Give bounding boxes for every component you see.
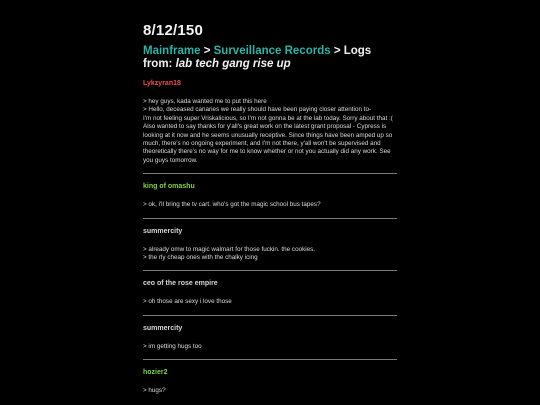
entry-author: Lykzyran18 (143, 80, 181, 87)
breadcrumb-surveillance-records-link[interactable]: Surveillance Records (213, 45, 331, 57)
entry-message: > ok, i'll bring the tv cart. who's got the magic school bus tapes? (143, 201, 321, 209)
entry-divider (143, 173, 397, 174)
breadcrumb-separator: > (330, 45, 344, 57)
entry-author: summercity (143, 324, 183, 332)
breadcrumb-current-logs: Logs (343, 45, 372, 57)
entry-message: > im getting hugs too (143, 342, 202, 350)
entry-message: > already omw to magic walmart for those fuckin. the cookies. > the rly cheap ones with the chalky icing (143, 245, 316, 262)
log-source-title: lab tech gang rise up (175, 58, 291, 70)
from-label: from: (143, 58, 173, 70)
entry-divider (143, 270, 397, 271)
entry-divider (143, 218, 397, 219)
breadcrumb-separator: > (200, 45, 214, 57)
log-entry (143, 182, 397, 209)
log-entry (143, 79, 397, 165)
entry-message: > oh those are sexy i love those (143, 298, 232, 306)
log-feed (143, 79, 397, 396)
entry-author: summercity (143, 227, 183, 235)
entry-message: > hey guys, kada wanted me to put this here > Hello, deceased canaries we really should have been paying closer attention to- I'm not feeling super Vriskalicious, so I'm not gonna be at the lab today. Sorry about that :( Also wanted to say thanks for y'all's great work on the latest grant proposal - Cypress is looking at it now and he seems unusually receptive. Since things have been amped up so much, there's no ongoing experiment, and I'm not there, y'all won't be supervised and theoretically there's no way for me to know whether or not you actually did any work. See you guys tomorrow. (143, 98, 393, 164)
log-entry (143, 324, 397, 351)
log-date: 8/12/150 (143, 22, 203, 39)
entry-divider (143, 359, 397, 360)
entry-message: > hugs? (143, 387, 166, 395)
entry-author: hozier2 (143, 369, 168, 377)
entry-author: king of omashu (143, 183, 195, 191)
breadcrumb (143, 45, 371, 71)
log-entry (143, 279, 397, 306)
log-entry (143, 227, 397, 263)
log-entry (143, 368, 397, 395)
breadcrumb-mainframe-link[interactable]: Mainframe (143, 45, 201, 57)
log-source-line (143, 58, 371, 71)
entry-author: ceo of the rose empire (143, 280, 218, 288)
entry-divider (143, 315, 397, 316)
